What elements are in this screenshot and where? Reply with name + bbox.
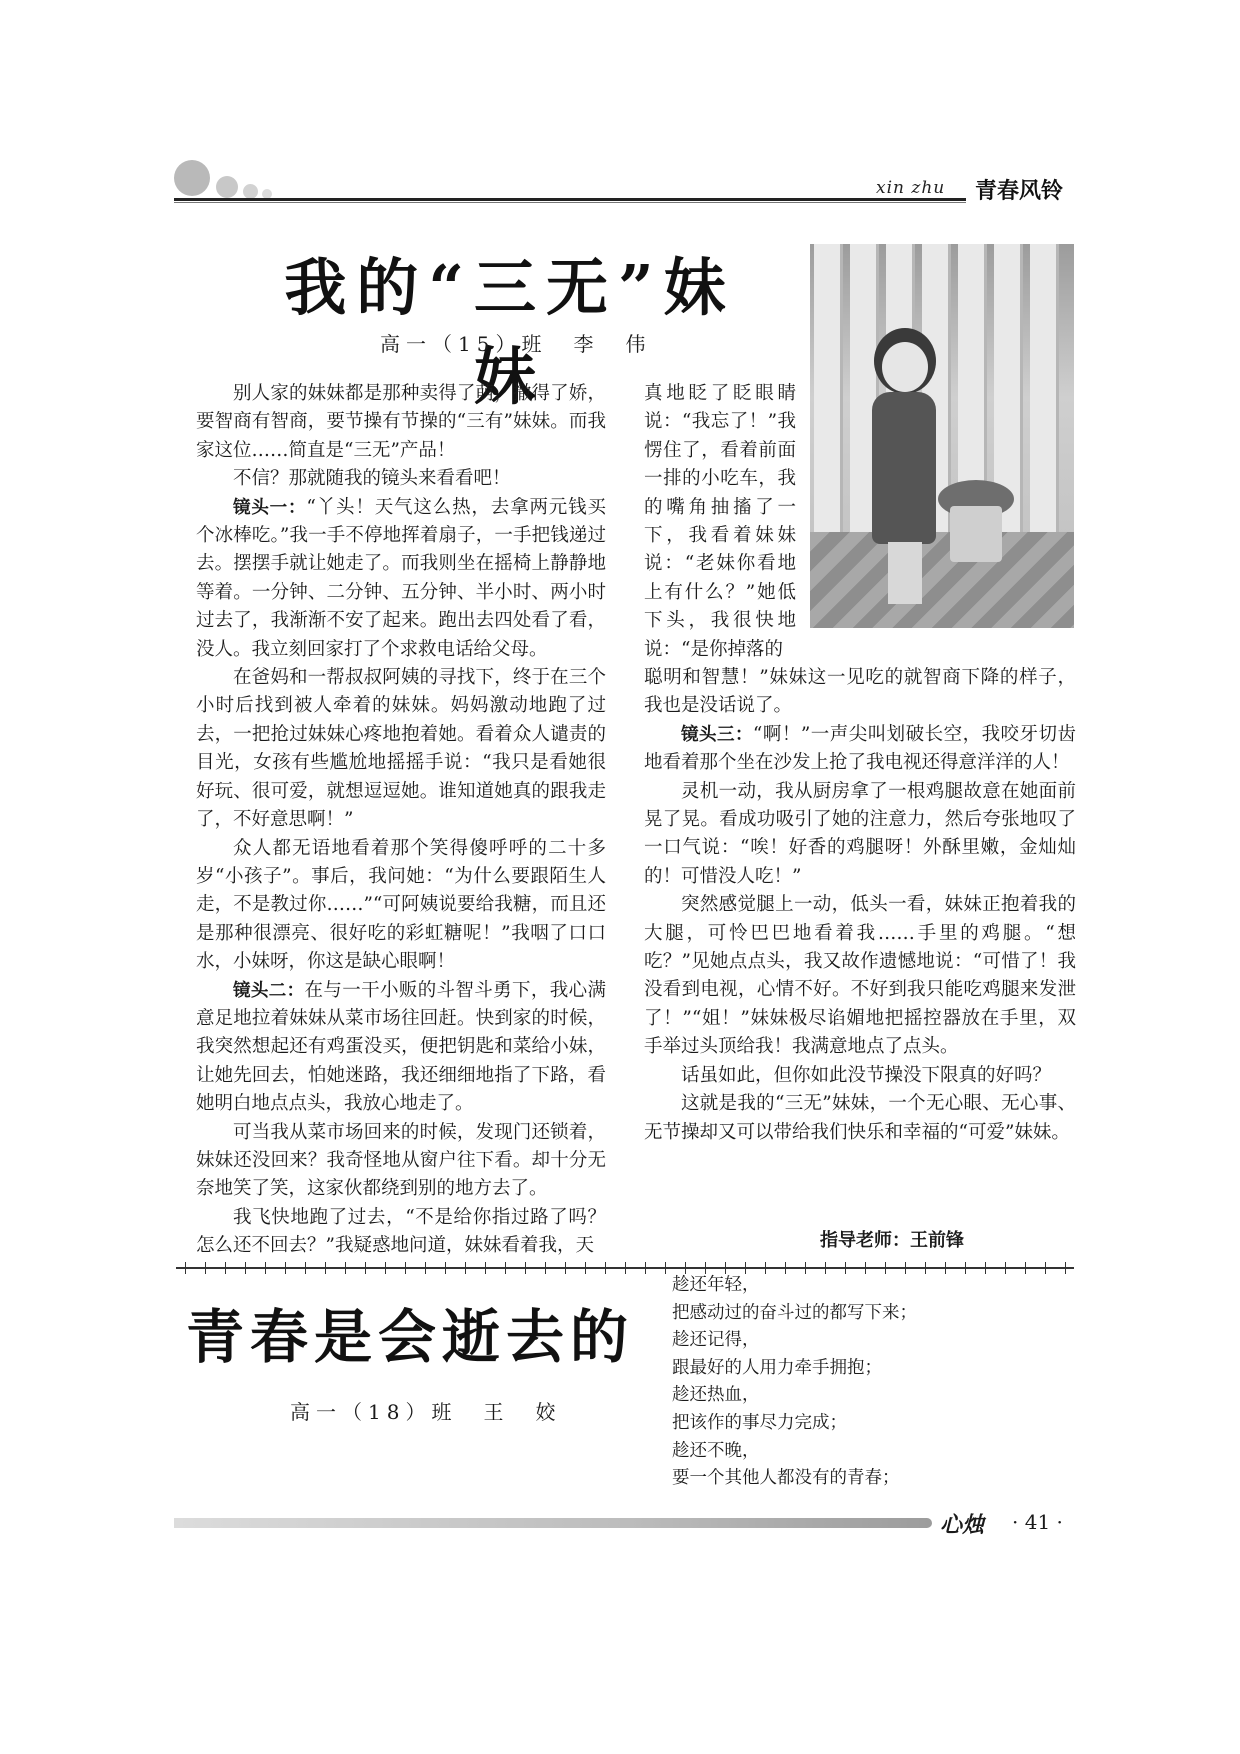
poem-line: 趁还不晚，: [672, 1440, 760, 1461]
paragraph: 灵机一动，我从厨房拿了一根鸡腿故意在她面前晃了晃。看成功吸引了她的注意力，然后夸张地叹了一口气说：“唉！好香的鸡腿呀！外酥里嫩，金灿灿的！可惜没人吃！”: [644, 780, 1076, 887]
poem: [672, 1272, 1072, 1493]
poem-line: 把感动过的奋斗过的都写下来；: [672, 1302, 917, 1323]
paragraph: 镜头二：在与一干小贩的斗智斗勇下，我心满意足地拉着妹妹从菜市场往回赶。快到家的时候，我突然想起还有鸡蛋没买，便把钥匙和菜给小妹，让她先回去，怕她迷路，我还细细地指了下路，看她明白地点点头，我放心地走了。: [196, 979, 606, 1115]
poem-line: 趁还热血，: [672, 1385, 760, 1406]
header-section-title: 青春风铃: [975, 179, 1064, 204]
paragraph: 这就是我的“三无”妹妹，一个无心眼、无心事、无节操却又可以带给我们快乐和幸福的“可爱”妹妹。: [644, 1093, 1076, 1143]
article1-byline: 高一（15）班 李 伟: [380, 332, 652, 356]
paragraph: 别人家的妹妹都是那种卖得了萌，撒得了娇，要智商有智商，要节操有节操的“三有”妹妹。而我家这位……简直是“三无”产品！: [196, 383, 606, 461]
paragraph: 镜头一：“丫头！天气这么热，去拿两元钱买个冰棒吃。”我一手不停地挥着扇子，一手把钱递过去。摆摆手就让她走了。而我则坐在摇椅上静静地等着。一分钟、二分钟、五分钟、半小时、两小时过去了，我渐渐不安了起来。跑出去四处看了看，没人。我立刻回家打了个求救电话给父母。: [196, 496, 606, 660]
article2-title: 青春是会逝去的: [186, 1303, 635, 1371]
paragraph: 在爸妈和一帮叔叔阿姨的寻找下，终于在三个小时后找到被人牵着的妹妹。妈妈激动地跑了过去，一把抢过妹妹心疼地抱着她。看着众人谴责的目光，女孩有些尴尬地摇摇手说：“我只是看她很好玩、很可爱，就想逗逗她。谁知道她真的跟我走了，不好意思啊！”: [196, 667, 606, 831]
paragraph: 我飞快地跑了过去，“不是给你指过路了吗？怎么还不回去？”我疑惑地问道，妹妹看着我，天: [196, 1206, 606, 1257]
header-rule-thin: [174, 202, 966, 203]
paragraph: 话虽如此，但你如此没节操没下限真的好吗？: [681, 1064, 1052, 1086]
poem-line: 要一个其他人都没有的青春；: [672, 1468, 900, 1489]
article1-right-column: [644, 664, 1076, 1147]
header-pinyin: xin zhu: [876, 178, 946, 198]
article1-right-narrow-text: 真地眨了眨眼睛说：“我忘了！”我愣住了，看着前面一排的小吃车，我的嘴角抽搐了一下，我看着妹妹说：“老妹你看地上有什么？”她低下头，我很快地说：“是你掉落的: [644, 383, 796, 660]
paragraph: 众人都无语地看着那个笑得傻呼呼的二十多岁“小孩子”。事后，我问她：“为什么要跟陌生人走，不是教过你……”“可阿姨说要给我糖，而且还是那种很漂亮、很好吃的彩虹糖呢！”我咽了口口水，小妹呀，你这是缺心眼啊！: [196, 837, 606, 973]
footer-band: [174, 1518, 932, 1528]
paragraph: 可当我从菜市场回来的时候，发现门还锁着，妹妹还没回来？我奇怪地从窗户往下看。却十分无奈地笑了笑，这家伙都绕到别的地方去了。: [196, 1121, 606, 1200]
shot-label: 镜头二：: [233, 980, 305, 1001]
paragraph: 聪明和智慧！”妹妹这一见吃的就智商下降的样子，我也是没话说了。: [644, 667, 1076, 717]
poem-line: 跟最好的人用力牵手拥抱；: [672, 1357, 882, 1378]
footer-magazine-name: 心烛: [940, 1512, 985, 1538]
girl-photo: [810, 244, 1074, 628]
page-number: · 41 ·: [1012, 1510, 1063, 1534]
article1-title: 我的“三无”妹妹: [284, 251, 736, 413]
paragraph: 突然感觉腿上一动，低头一看，妹妹正抱着我的大腿，可怜巴巴地看着我……手里的鸡腿。“想吃？”见她点点头，我又故作遗憾地说：“可惜了！我没看到电视，心情不好。不好到我只能吃鸡腿来发泄了！”“姐！”妹妹极尽谄媚地把摇控器放在手里，双手举过头顶给我！我满意地点了点头。: [644, 894, 1076, 1058]
poem-line: 趁还年轻，: [672, 1275, 760, 1295]
header-rule: [174, 198, 966, 201]
shot-label: 镜头一：: [233, 497, 307, 518]
article1-left-column: [196, 380, 606, 1261]
poem-line: 把该作的事尽力完成；: [672, 1412, 847, 1433]
article2-byline: 高一（18）班 王 姣: [290, 1400, 562, 1424]
poem-line: 趁还记得，: [672, 1330, 760, 1351]
paragraph: 不信？那就随我的镜头来看看吧！: [233, 468, 511, 490]
paragraph: 镜头三：“啊！”一声尖叫划破长空，我咬牙切齿地看着那个坐在沙发上抢了我电视还得意洋洋的人！: [644, 723, 1076, 774]
advisor-credit: 指导老师：王前锋: [820, 1230, 964, 1251]
shot-label: 镜头三：: [681, 724, 753, 745]
